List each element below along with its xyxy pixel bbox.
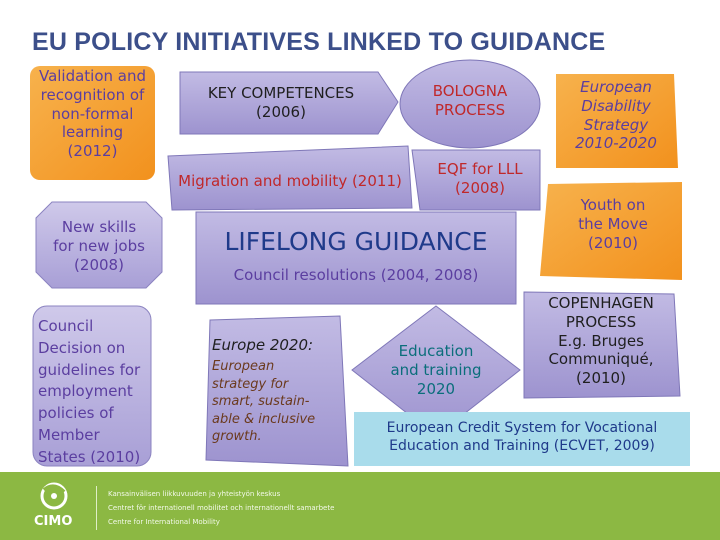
footer-line-sv: Centret för internationell mobilitet och internationellt samarbete: [108, 504, 335, 512]
cimo-logo-text: CIMO: [34, 514, 73, 529]
education-text: Education and training 2020: [390, 342, 482, 398]
ecvet-text: European Credit System for Vocational Education and Training (ECVET, 2009): [386, 420, 658, 454]
new-skills-text: New skills for new jobs (2008): [53, 218, 145, 274]
copenhagen-text: COPENHAGEN PROCESS E.g. Bruges Communiqué, (2010): [548, 294, 654, 387]
key-competences-text: KEY COMPETENCES (2006): [207, 84, 355, 121]
cimo-logo-icon: [30, 480, 80, 516]
bologna-text: BOLOGNA PROCESS: [432, 82, 508, 119]
council-decision-text: Council Decision on guidelines for employment policies of Member States (2010): [38, 317, 141, 466]
page-title: EU POLICY INITIATIVES LINKED TO GUIDANCE: [32, 28, 606, 56]
eqf-text: EQF for LLL (2008): [437, 160, 523, 197]
lifelong-title: LIFELONG GUIDANCE: [224, 227, 488, 256]
footer-divider: [96, 486, 97, 530]
europe2020-title: Europe 2020:: [212, 336, 314, 354]
footer-line-en: Centre for International Mobility: [108, 518, 220, 526]
migration-text: Migration and mobility (2011): [178, 172, 402, 190]
europe2020-body: European strategy for smart, sustain- able & inclusive growth.: [212, 359, 316, 445]
lifelong-subtitle: Council resolutions (2004, 2008): [233, 266, 479, 284]
youth-text: Youth on the Move (2010): [578, 196, 648, 252]
disability-text: European Disability Strategy 2010-2020: [575, 78, 657, 153]
validation-text: Validation and recognition of non-formal learning (2012): [38, 67, 147, 160]
footer-line-fi: Kansainvälisen liikkuvuuden ja yhteistyön keskus: [108, 490, 281, 498]
